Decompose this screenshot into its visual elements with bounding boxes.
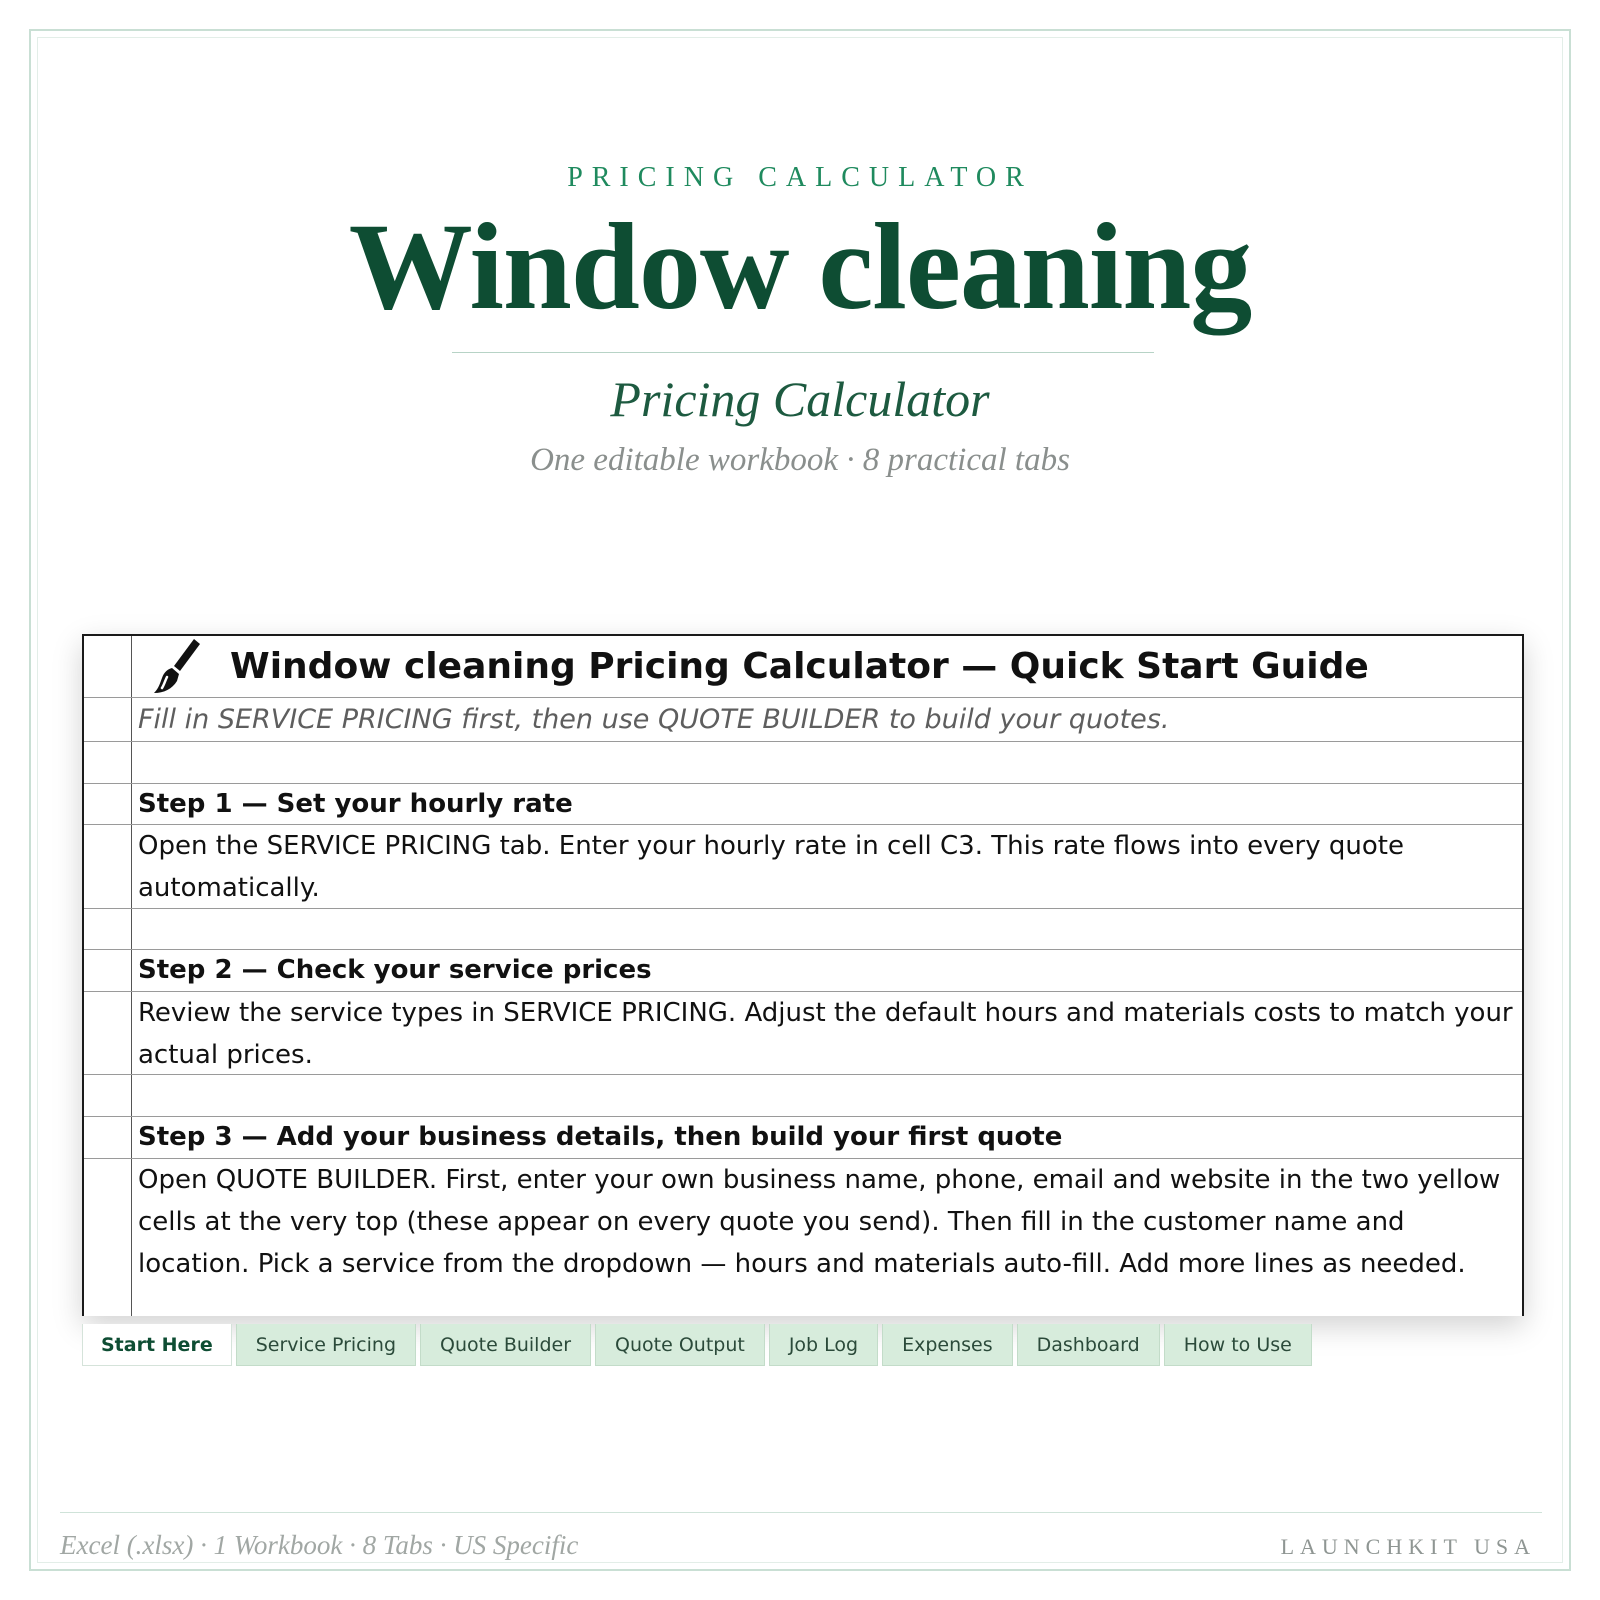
tab-how-to-use[interactable]: How to Use [1164, 1324, 1312, 1366]
sheet-row-empty [84, 742, 1522, 784]
spreadsheet-preview [82, 634, 1524, 1316]
sheet-tab-bar [82, 1324, 1312, 1366]
step2-heading-cell[interactable]: Step 2 — Check your service prices [138, 955, 652, 985]
row-header [84, 742, 132, 783]
footer-product-info: Excel (.xlsx) · 1 Workbook · 8 Tabs · US Specific [60, 1530, 579, 1560]
sheet-row-title [84, 636, 1522, 698]
tab-start-here[interactable]: Start Here [82, 1324, 232, 1366]
sheet-row-step1-heading [84, 784, 1522, 825]
sheet-row-empty [84, 1075, 1522, 1117]
row-header [84, 784, 132, 824]
row-header [84, 698, 132, 741]
tab-quote-output[interactable]: Quote Output [595, 1324, 765, 1366]
paintbrush-icon [150, 637, 208, 697]
footer-divider [60, 1512, 1542, 1513]
page-subtitle: Pricing Calculator [610, 371, 990, 427]
row-header [84, 1075, 132, 1116]
step2-body-cell[interactable]: Review the service types in SERVICE PRICING. Adjust the default hours and materials costs to match your actual prices. [138, 998, 1513, 1070]
tab-dashboard[interactable]: Dashboard [1017, 1324, 1160, 1366]
row-header [84, 992, 132, 1074]
sheet-empty-cell[interactable] [138, 1075, 1516, 1116]
tab-service-pricing[interactable]: Service Pricing [236, 1324, 416, 1366]
step1-heading-cell[interactable]: Step 1 — Set your hourly rate [138, 789, 573, 819]
tab-job-log[interactable]: Job Log [769, 1324, 878, 1366]
tab-quote-builder[interactable]: Quote Builder [420, 1324, 591, 1366]
sheet-title-text: Window cleaning Pricing Calculator — Quick Start Guide [230, 646, 1369, 687]
kicker-label: PRICING CALCULATOR [567, 162, 1033, 193]
tab-expenses[interactable]: Expenses [882, 1324, 1013, 1366]
row-header [84, 909, 132, 949]
sheet-row-empty [84, 909, 1522, 950]
page-title: Window cleaning [348, 198, 1252, 335]
row-header [84, 636, 132, 697]
sheet-intro-cell[interactable]: Fill in SERVICE PRICING first, then use QUOTE BUILDER to build your quotes. [138, 704, 1170, 735]
page-tagline: One editable workbook · 8 practical tabs [530, 442, 1070, 478]
sheet-empty-cell[interactable] [138, 909, 1516, 949]
row-header [84, 1117, 132, 1158]
sheet-title-cell[interactable] [138, 636, 1516, 697]
title-divider [452, 352, 1154, 353]
row-header [84, 825, 132, 908]
row-header [84, 1159, 132, 1316]
sheet-row-step3-body [84, 1159, 1522, 1316]
sheet-row-step3-heading [84, 1117, 1522, 1159]
row-header [84, 950, 132, 991]
sheet-row-step2-heading [84, 950, 1522, 992]
footer-brand: LAUNCHKIT USA [1280, 1534, 1536, 1559]
sheet-row-intro [84, 698, 1522, 742]
step3-body-cell[interactable]: Open QUOTE BUILDER. First, enter your own business name, phone, email and website in the two yellow cells at the very top (these appear on every quote you send). Then fill in the customer name and location. Pick a service from the dropdown — hours and materials auto-fill. Add more lines as needed. [138, 1165, 1501, 1279]
step1-body-cell[interactable]: Open the SERVICE PRICING tab. Enter your hourly rate in cell C3. This rate flows into every quote automatically. [138, 831, 1404, 903]
sheet-row-step1-body [84, 825, 1522, 909]
sheet-empty-cell[interactable] [138, 742, 1516, 783]
step3-heading-cell[interactable]: Step 3 — Add your business details, then build your first quote [138, 1122, 1063, 1152]
sheet-row-step2-body [84, 992, 1522, 1075]
